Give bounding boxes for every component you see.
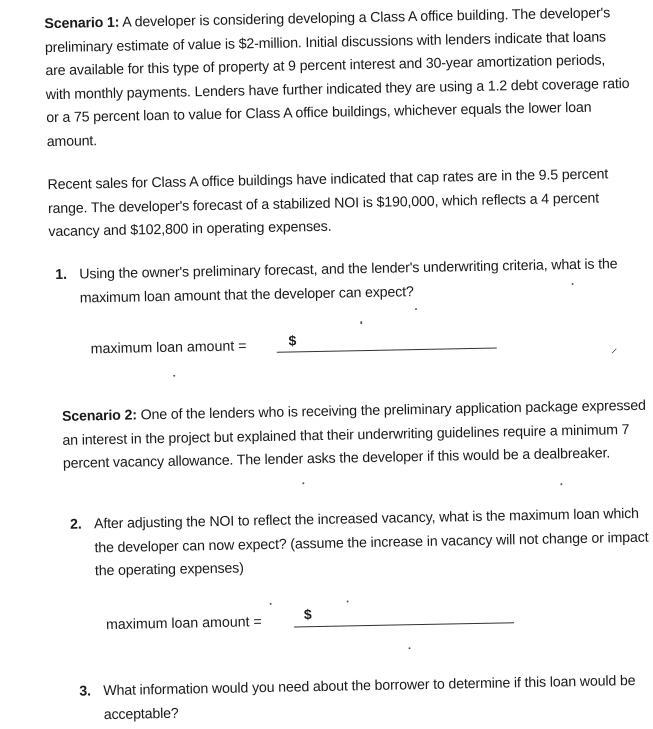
- question-2-line-3: the operating expenses): [94, 560, 244, 580]
- question-1: [55, 253, 618, 311]
- question-2: [70, 503, 649, 585]
- scenario-2-line-3: percent vacancy allowance. The lender asks the developer if this would be a dealbreaker.: [62, 445, 611, 472]
- question-3-number: 3.: [79, 683, 91, 700]
- scenario-2-line-2: an interest in the project but explained that their underwriting guidelines require a minimum 7: [62, 421, 630, 449]
- question-3-text-0: What information would you need about the borrower to determine if this loan would be: [103, 672, 636, 700]
- question-1-line-2: maximum loan amount that the developer can expect?: [79, 283, 414, 307]
- scan-speck: [415, 308, 417, 310]
- scenario-1-line-3: are available for this type of property at 9 percent interest and 30-year amortization periods,: [45, 52, 606, 80]
- scan-speck: [173, 375, 175, 377]
- scan-speck: [560, 483, 562, 485]
- question-2-answer-label: maximum loan amount =: [105, 614, 262, 634]
- scenario-2-paragraph: [62, 395, 647, 477]
- scan-speck: [347, 600, 349, 602]
- question-3-line-2: acceptable?: [103, 705, 179, 723]
- question-1-text-0: Using the owner's preliminary forecast, and the lender's underwriting criteria, what is the: [79, 256, 618, 283]
- scan-speck: [270, 603, 272, 605]
- question-2-answer-blank[interactable]: [294, 622, 514, 627]
- scenario-1-line-4: with monthly payments. Lenders have further indicated they are using a 1.2 debt coverage ratio: [45, 75, 630, 103]
- scenario-1-paragraph: [44, 2, 630, 154]
- question-1-answer-blank[interactable]: [277, 348, 497, 353]
- scenario-2-label: Scenario 2:: [61, 407, 137, 425]
- recent-sales-line-3: vacancy and $102,800 in operating expenses.: [48, 218, 332, 241]
- scan-speck: [360, 321, 362, 324]
- scenario-2-text-0: One of the lenders who is receiving the preliminary application package expressed: [136, 397, 646, 424]
- scan-speck: [572, 283, 574, 285]
- scenario-1-line-5: or a 75 percent loan to value for Class A office buildings, whichever equals the lower loan: [46, 99, 592, 127]
- scan-speck: [302, 482, 304, 484]
- question-3: [79, 670, 636, 728]
- question-2-text-0: After adjusting the NOI to reflect the increased vacancy, what is the maximum loan which: [93, 505, 639, 533]
- question-2-currency: $: [303, 606, 312, 623]
- recent-sales-line-1: Recent sales for Class A office buildings have indicated that cap rates are in the 9.5 percent: [47, 166, 609, 194]
- pen-mark-icon: ⸝: [610, 340, 618, 356]
- question-1-currency: $: [288, 332, 297, 349]
- recent-sales-paragraph: [47, 163, 609, 244]
- question-2-line-2: the developer can now expect? (assume the increase in vacancy will not change or impact: [94, 529, 649, 556]
- scenario-1-line-6: amount.: [46, 132, 98, 150]
- question-2-number: 2.: [69, 516, 82, 533]
- scan-speck: [409, 647, 411, 649]
- recent-sales-line-2: range. The developer's forecast of a stabilized NOI is $190,000, which reflects a 4 percent: [47, 190, 600, 217]
- scenario-1-line-2: preliminary estimate of value is $2-million. Initial discussions with lenders indicate that loans: [44, 28, 607, 56]
- scenario-1-text-0: A developer is considering developing a Class A office building. The developer's: [119, 5, 611, 31]
- question-1-answer-label: maximum loan amount =: [90, 338, 247, 358]
- scenario-1-label: Scenario 1:: [44, 14, 120, 33]
- question-1-number: 1.: [55, 266, 67, 283]
